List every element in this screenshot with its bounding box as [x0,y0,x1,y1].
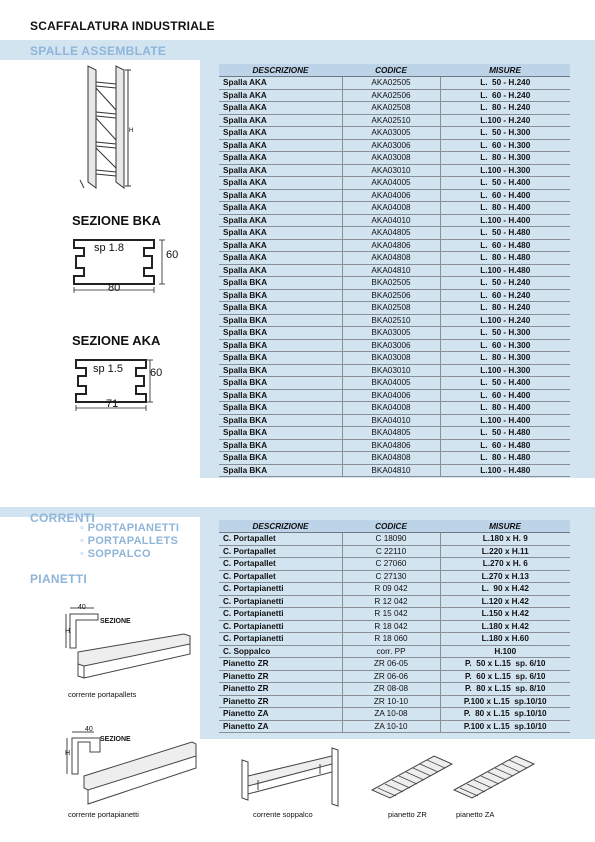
table-row [219,302,570,315]
cell-misure: L.180 x H.42 [440,620,570,633]
cell-codice: BKA04805 [342,427,440,440]
table-row [219,214,570,227]
table-row [219,239,570,252]
cell-codice: AKA03010 [342,164,440,177]
cell-descrizione: Spalla BKA [219,464,342,477]
cell-descrizione: C. Soppalco [219,645,342,658]
correnti-list [80,522,179,561]
cell-codice: ZR 08-08 [342,683,440,696]
cell-misure: L. 80 - H.240 [440,302,570,315]
cell-misure: P.100 x L.15 sp.10/10 [440,695,570,708]
table-row [219,89,570,102]
cell-codice: R 18 060 [342,633,440,646]
cell-misure: P. 50 x L.15 sp. 6/10 [440,658,570,671]
cell-misure: L.180 x H.60 [440,633,570,646]
cell-misure: L. 60 - H.240 [440,289,570,302]
cell-misure: L. 50 - H.400 [440,377,570,390]
table-row [219,633,570,646]
spalle-table [219,64,570,477]
cell-codice: BKA03010 [342,364,440,377]
cell-descrizione: Pianetto ZR [219,658,342,671]
cell-codice: AKA04810 [342,264,440,277]
cell-codice: R 12 042 [342,595,440,608]
cell-descrizione: Spalla BKA [219,289,342,302]
cell-codice: AKA04005 [342,177,440,190]
table-header-row [219,64,570,77]
cell-misure: P. 80 x L.15 sp.10/10 [440,708,570,721]
table-row [219,77,570,90]
cell-descrizione: Spalla BKA [219,364,342,377]
portapianetti-dim-h: H [65,750,71,757]
cell-misure: P. 80 x L.15 sp. 8/10 [440,683,570,696]
table-row [219,314,570,327]
cell-descrizione: Spalla BKA [219,314,342,327]
cell-codice: AKA04006 [342,189,440,202]
table-row [219,558,570,571]
header-misure: MISURE [440,64,570,77]
cell-codice: AKA04008 [342,202,440,215]
table-row [219,102,570,115]
table-row [219,289,570,302]
table-row [219,339,570,352]
cell-misure: L. 80 - H.480 [440,252,570,265]
table-row [219,414,570,427]
cell-descrizione: Spalla AKA [219,102,342,115]
cell-misure: L. 50 - H.480 [440,427,570,440]
table-row [219,277,570,290]
cell-descrizione: Pianetto ZR [219,683,342,696]
header-codice: CODICE [342,520,440,533]
cell-descrizione: Spalla AKA [219,127,342,140]
cell-misure: L. 80 - H.480 [440,452,570,465]
cell-misure: L.100 - H.400 [440,414,570,427]
cell-descrizione: Spalla AKA [219,214,342,227]
cell-misure: L.100 - H.240 [440,314,570,327]
table-row [219,114,570,127]
table-row [219,464,570,477]
cell-misure: L.100 - H.300 [440,164,570,177]
cell-misure: L. 50 - H.240 [440,277,570,290]
cell-codice: AKA02505 [342,77,440,90]
cell-descrizione: Spalla BKA [219,389,342,402]
cell-misure: P.100 x L.15 sp.10/10 [440,720,570,733]
portapallets-drawing [64,604,204,694]
cell-descrizione: Spalla BKA [219,302,342,315]
page-title: SCAFFALATURA INDUSTRIALE [30,19,215,33]
cell-misure: L. 80 - H.300 [440,352,570,365]
cell-codice: R 09 042 [342,583,440,596]
caption-soppalco: corrente soppalco [253,810,313,819]
portapianetti-drawing [64,724,204,809]
cell-misure: L.270 x H.13 [440,570,570,583]
cell-misure: L. 60 - H.240 [440,89,570,102]
cell-codice: AKA02510 [342,114,440,127]
drawing-h-label: H [129,128,134,134]
cell-descrizione: C. Portapianetti [219,583,342,596]
table-row [219,720,570,733]
cell-codice: BKA02506 [342,289,440,302]
cell-codice: AKA02508 [342,102,440,115]
cell-codice: AKA04806 [342,239,440,252]
cell-descrizione: Spalla BKA [219,439,342,452]
cell-descrizione: C. Portapallet [219,533,342,546]
spalla-drawing [70,62,160,192]
cell-descrizione: C. Portapianetti [219,620,342,633]
cell-descrizione: C. Portapallet [219,570,342,583]
cell-codice: BKA03005 [342,327,440,340]
cell-codice: BKA04005 [342,377,440,390]
portapallets-dim-h: H [65,628,71,635]
cell-misure: L. 50 - H.300 [440,327,570,340]
pianetto-zr-drawing [368,752,458,802]
cell-codice: BKA04006 [342,389,440,402]
cell-misure: L.100 - H.240 [440,114,570,127]
aka-height: 60 [150,367,163,379]
cell-misure: L.100 - H.400 [440,214,570,227]
cell-codice: AKA04808 [342,252,440,265]
table-row [219,670,570,683]
cell-codice: C 18090 [342,533,440,546]
pianetti-title: PIANETTI [30,572,88,586]
cell-descrizione: Spalla AKA [219,252,342,265]
cell-codice: BKA04008 [342,402,440,415]
cell-misure: L. 50 - H.480 [440,227,570,240]
cell-descrizione: Spalla BKA [219,414,342,427]
cell-codice: ZR 06-05 [342,658,440,671]
cell-descrizione: Spalla AKA [219,264,342,277]
table-row [219,452,570,465]
cell-misure: L. 60 - H.400 [440,189,570,202]
table-row [219,645,570,658]
bka-thickness: sp 1.8 [94,242,124,254]
table-row [219,570,570,583]
portapallets-sezione-label: SEZIONE [100,618,131,625]
cell-codice: AKA02506 [342,89,440,102]
sezione-bka-title: SEZIONE BKA [72,213,161,228]
cell-misure: L.220 x H.11 [440,545,570,558]
header-descrizione: DESCRIZIONE [219,64,342,77]
cell-codice: ZR 10-10 [342,695,440,708]
cell-codice: BKA02510 [342,314,440,327]
list-item: ◦ PORTAPIANETTI [80,522,180,534]
cell-codice: BKA02505 [342,277,440,290]
table-header-row [219,520,570,533]
cell-descrizione: Spalla AKA [219,139,342,152]
cell-descrizione: C. Portapianetti [219,608,342,621]
table-row [219,364,570,377]
cell-codice: AKA04805 [342,227,440,240]
bka-height: 60 [166,249,179,261]
cell-codice: C 27130 [342,570,440,583]
table-row [219,708,570,721]
table-row [219,264,570,277]
section1-title: SPALLE ASSEMBLATE [30,44,167,58]
sezione-aka-drawing [62,352,182,418]
cell-descrizione: Spalla BKA [219,427,342,440]
aka-width: 71 [106,398,119,410]
cell-codice: corr. PP [342,645,440,658]
cell-descrizione: Spalla BKA [219,377,342,390]
cell-codice: ZA 10-08 [342,708,440,721]
header-misure: MISURE [440,520,570,533]
cell-misure: L. 50 - H.400 [440,177,570,190]
sezione-bka-drawing [62,230,182,300]
cell-misure: L. 90 x H.42 [440,583,570,596]
cell-descrizione: Spalla AKA [219,239,342,252]
cell-codice: ZA 10-10 [342,720,440,733]
cell-descrizione: Spalla AKA [219,114,342,127]
cell-descrizione: Spalla AKA [219,189,342,202]
correnti-table-body [219,533,570,733]
bka-width: 80 [108,282,121,294]
cell-misure: L. 80 - H.300 [440,152,570,165]
table-row [219,389,570,402]
cell-codice: ZR 06-06 [342,670,440,683]
cell-codice: AKA03005 [342,127,440,140]
table-row [219,583,570,596]
table-row [219,608,570,621]
caption-pianetto-za: pianetto ZA [456,810,495,819]
table-row [219,227,570,240]
table-row [219,327,570,340]
cell-descrizione: Spalla BKA [219,352,342,365]
cell-misure: H.100 [440,645,570,658]
cell-descrizione: Pianetto ZR [219,670,342,683]
table-row [219,427,570,440]
cell-misure: L.100 - H.480 [440,464,570,477]
section2-title: CORRENTI [30,511,96,525]
cell-codice: R 15 042 [342,608,440,621]
cell-codice: R 18 042 [342,620,440,633]
table-row [219,658,570,671]
portapianetti-dim-40: 40 [85,726,93,733]
header-descrizione: DESCRIZIONE [219,520,342,533]
cell-misure: L. 80 - H.240 [440,102,570,115]
table-row [219,377,570,390]
portapallets-dim-40: 40 [78,604,86,611]
correnti-table [219,520,570,733]
table-row [219,252,570,265]
cell-misure: L. 60 - H.300 [440,339,570,352]
cell-descrizione: C. Portapianetti [219,633,342,646]
cell-codice: BKA03008 [342,352,440,365]
cell-codice: AKA03006 [342,139,440,152]
cell-codice: AKA03008 [342,152,440,165]
cell-descrizione: Spalla AKA [219,77,342,90]
cell-descrizione: Spalla BKA [219,402,342,415]
cell-descrizione: Spalla AKA [219,202,342,215]
cell-codice: BKA04810 [342,464,440,477]
table-row [219,127,570,140]
table-row [219,189,570,202]
table-row [219,620,570,633]
cell-codice: AKA04010 [342,214,440,227]
cell-descrizione: C. Portapallet [219,545,342,558]
caption-pianetto-zr: pianetto ZR [388,810,427,819]
header-codice: CODICE [342,64,440,77]
spalle-table-body [219,77,570,477]
cell-descrizione: Spalla BKA [219,277,342,290]
cell-codice: BKA04806 [342,439,440,452]
cell-misure: P. 60 x L.15 sp. 6/10 [440,670,570,683]
table-row [219,683,570,696]
cell-descrizione: Spalla AKA [219,164,342,177]
cell-misure: L.180 x H. 9 [440,533,570,546]
list-item: ◦ SOPPALCO [80,548,151,560]
soppalco-drawing [234,742,354,808]
cell-descrizione: Pianetto ZA [219,708,342,721]
cell-descrizione: Spalla AKA [219,152,342,165]
cell-descrizione: Spalla BKA [219,339,342,352]
cell-misure: L. 50 - H.300 [440,127,570,140]
cell-misure: L.270 x H. 6 [440,558,570,571]
cell-codice: BKA02508 [342,302,440,315]
table-row [219,139,570,152]
table-row [219,177,570,190]
cell-misure: L.100 - H.480 [440,264,570,277]
cell-misure: L. 60 - H.300 [440,139,570,152]
cell-codice: BKA04808 [342,452,440,465]
aka-thickness: sp 1.5 [93,363,123,375]
cell-descrizione: Pianetto ZR [219,695,342,708]
cell-codice: C 22110 [342,545,440,558]
cell-misure: L.100 - H.300 [440,364,570,377]
cell-descrizione: Spalla AKA [219,177,342,190]
cell-descrizione: Spalla AKA [219,89,342,102]
cell-misure: L. 60 - H.480 [440,439,570,452]
sezione-aka-title: SEZIONE AKA [72,333,161,348]
table-row [219,545,570,558]
table-row [219,152,570,165]
cell-codice: C 27060 [342,558,440,571]
table-row [219,352,570,365]
cell-descrizione: Spalla BKA [219,452,342,465]
cell-misure: L.120 x H.42 [440,595,570,608]
cell-misure: L. 50 - H.240 [440,77,570,90]
table-row [219,439,570,452]
cell-misure: L. 60 - H.480 [440,239,570,252]
caption-portapianetti: corrente portapianetti [68,810,139,819]
cell-misure: L. 80 - H.400 [440,202,570,215]
table-row [219,695,570,708]
cell-descrizione: C. Portapallet [219,558,342,571]
portapianetti-sezione-label: SEZIONE [100,736,131,743]
cell-descrizione: Spalla BKA [219,327,342,340]
cell-misure: L. 80 - H.400 [440,402,570,415]
table-row [219,533,570,546]
table-row [219,164,570,177]
list-item: ◦ PORTAPALLETS [80,535,179,547]
cell-misure: L.150 x H.42 [440,608,570,621]
cell-codice: BKA04010 [342,414,440,427]
cell-descrizione: C. Portapianetti [219,595,342,608]
cell-descrizione: Pianetto ZA [219,720,342,733]
table-row [219,402,570,415]
table-row [219,202,570,215]
caption-portapallets: corrente portapallets [68,690,137,699]
cell-descrizione: Spalla AKA [219,227,342,240]
table-row [219,595,570,608]
pianetto-za-drawing [450,752,540,802]
cell-codice: BKA03006 [342,339,440,352]
cell-misure: L. 60 - H.400 [440,389,570,402]
